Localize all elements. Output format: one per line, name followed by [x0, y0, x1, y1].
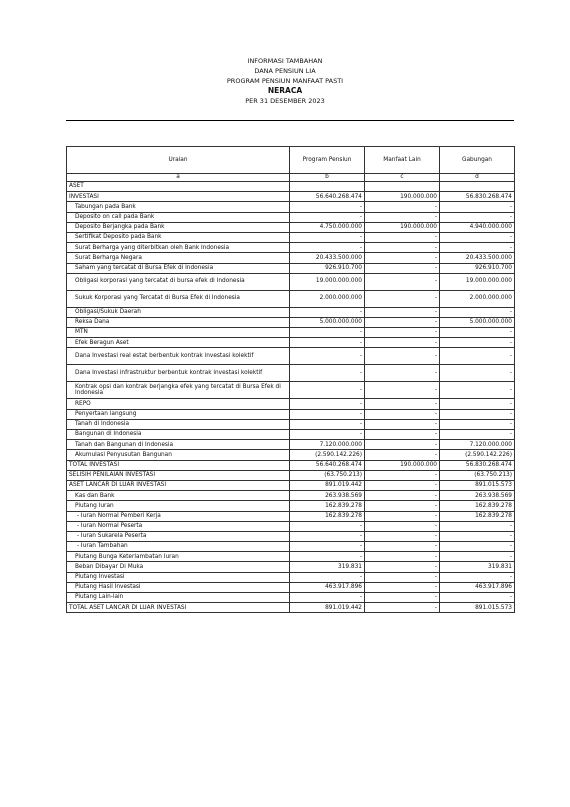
table-row [67, 480, 515, 490]
header-line-1: INFORMASI TAMBAHAN [247, 57, 323, 65]
table-row [67, 232, 515, 242]
row-label: Akumulasi Penyusutan Bangunan [67, 450, 290, 460]
value-cell-c: - [365, 470, 440, 480]
row-label: Dana Investasi real estat berbentuk kontrak investasi kolektif [67, 348, 290, 365]
value-cell-b: - [290, 338, 365, 348]
value-cell-b: - [290, 307, 365, 317]
value-cell-c: - [365, 365, 440, 382]
table-row [67, 501, 515, 511]
table-row [67, 202, 515, 212]
table-row [67, 182, 515, 192]
column-header: Uraian [67, 147, 290, 174]
value-cell-d: 19.000.000.000 [440, 273, 515, 290]
row-label: - Iuran Tambahan [67, 542, 290, 552]
row-label: Piutang Hasil Investasi [67, 582, 290, 592]
value-cell-d: - [440, 202, 515, 212]
row-label: Obligasi/Sukuk Daerah [67, 307, 290, 317]
value-cell-d: - [440, 243, 515, 253]
value-cell-b: - [290, 542, 365, 552]
value-cell-c: - [365, 317, 440, 327]
row-label: Beban Dibayar Di Muka [67, 562, 290, 572]
row-label: Sukuk Korporasi yang Tercatat di Bursa Efek di Indonesia [67, 290, 290, 307]
value-cell-c: - [365, 399, 440, 409]
value-cell-d: 263.938.569 [440, 491, 515, 501]
value-cell-c: - [365, 382, 440, 399]
table-row [67, 603, 515, 613]
column-header: Manfaat Lain [365, 147, 440, 174]
row-label: Deposito on call pada Bank [67, 212, 290, 222]
value-cell-b: - [290, 521, 365, 531]
column-header: Program Pensiun [290, 147, 365, 174]
value-cell-c: - [365, 501, 440, 511]
table-row [67, 365, 515, 382]
value-cell-b: - [290, 409, 365, 419]
value-cell-b: 56.640.268.474 [290, 192, 365, 202]
value-cell-b: (63.750.213) [290, 470, 365, 480]
row-label: - Iuran Sukarela Peserta [67, 531, 290, 541]
value-cell-b: - [290, 365, 365, 382]
table-row [67, 222, 515, 232]
table-row [67, 307, 515, 317]
value-cell-d: - [440, 307, 515, 317]
value-cell-c: - [365, 430, 440, 440]
value-cell-d: - [440, 430, 515, 440]
table-row [67, 470, 515, 480]
value-cell-b: - [290, 202, 365, 212]
value-cell-d: 2.000.000.000 [440, 290, 515, 307]
row-label: Piutang Bunga Keterlambatan Iuran [67, 552, 290, 562]
table-row [67, 542, 515, 552]
value-cell-c: - [365, 531, 440, 541]
table-row [67, 419, 515, 429]
value-cell-c: - [365, 593, 440, 603]
header-rule [66, 120, 514, 121]
value-cell-d: 926.910.700 [440, 263, 515, 273]
table-row [67, 552, 515, 562]
value-cell-b: - [290, 593, 365, 603]
table-row [67, 263, 515, 273]
column-letter: c [365, 174, 440, 182]
value-cell-d: - [440, 409, 515, 419]
table-row [67, 531, 515, 541]
value-cell-c: - [365, 243, 440, 253]
value-cell-c: - [365, 572, 440, 582]
table-row [67, 348, 515, 365]
row-label: SELISIH PENILAIAN INVESTASI [67, 470, 290, 480]
value-cell-d: 162.839.278 [440, 501, 515, 511]
row-label: - Iuran Normal Peserta [67, 521, 290, 531]
value-cell-b: 2.000.000.000 [290, 290, 365, 307]
value-cell-b: 162.839.278 [290, 511, 365, 521]
value-cell-c: - [365, 450, 440, 460]
value-cell-b: 7.120.000.000 [290, 440, 365, 450]
column-header-row [67, 147, 515, 174]
value-cell-b: 319.831 [290, 562, 365, 572]
value-cell-d: 891.015.573 [440, 603, 515, 613]
value-cell-b: - [290, 328, 365, 338]
table-row [67, 440, 515, 450]
row-label: Deposito Berjangka pada Bank [67, 222, 290, 232]
table-row [67, 273, 515, 290]
value-cell-b [290, 182, 365, 192]
row-label: - Iuran Normal Pemberi Kerja [67, 511, 290, 521]
row-label: ASET LANCAR DI LUAR INVESTASI [67, 480, 290, 490]
balance-sheet-table [66, 146, 515, 613]
row-label: Obligasi korporasi yang tercatat di bursa efek di Indonesia [67, 273, 290, 290]
row-label: TOTAL INVESTASI [67, 460, 290, 470]
value-cell-c: - [365, 491, 440, 501]
value-cell-d: - [440, 382, 515, 399]
value-cell-d: - [440, 399, 515, 409]
row-label: Kontrak opsi dan kontrak berjangka efek yang tercatat di Bursa Efek di Indonesia [67, 382, 290, 399]
value-cell-b: - [290, 399, 365, 409]
value-cell-b: - [290, 552, 365, 562]
row-label: MTN [67, 328, 290, 338]
value-cell-d: 463.917.896 [440, 582, 515, 592]
value-cell-c: - [365, 440, 440, 450]
value-cell-c: - [365, 552, 440, 562]
row-label: Efek Beragun Aset [67, 338, 290, 348]
value-cell-d: - [440, 212, 515, 222]
value-cell-c: - [365, 232, 440, 242]
value-cell-b: 4.750.000.000 [290, 222, 365, 232]
value-cell-d [440, 182, 515, 192]
row-label: Saham yang tercatat di Bursa Efek di Indonesia [67, 263, 290, 273]
value-cell-d: - [440, 552, 515, 562]
value-cell-b: - [290, 243, 365, 253]
table-row [67, 460, 515, 470]
table-row [67, 409, 515, 419]
table-row [67, 338, 515, 348]
value-cell-b: 463.917.896 [290, 582, 365, 592]
column-letter-row [67, 174, 515, 182]
value-cell-d: (63.750.213) [440, 470, 515, 480]
table-row [67, 328, 515, 338]
value-cell-c: - [365, 521, 440, 531]
value-cell-b: - [290, 348, 365, 365]
row-label: Tanah di Indonesia [67, 419, 290, 429]
value-cell-b: - [290, 430, 365, 440]
value-cell-c: - [365, 202, 440, 212]
header-line-3: PROGRAM PENSIUN MANFAAT PASTI [226, 77, 344, 85]
value-cell-d: - [440, 328, 515, 338]
value-cell-c: - [365, 480, 440, 490]
value-cell-b: 891.019.442 [290, 480, 365, 490]
column-header: Gabungan [440, 147, 515, 174]
value-cell-b: (2.590.142.226) [290, 450, 365, 460]
value-cell-b: - [290, 382, 365, 399]
value-cell-d: 162.839.278 [440, 511, 515, 521]
report-header [0, 56, 570, 106]
value-cell-d: 4.940.000.000 [440, 222, 515, 232]
value-cell-c: - [365, 419, 440, 429]
value-cell-c: - [365, 212, 440, 222]
column-letter: d [440, 174, 515, 182]
value-cell-b: 891.019.442 [290, 603, 365, 613]
row-label: Kas dan Bank [67, 491, 290, 501]
row-label: REPO [67, 399, 290, 409]
row-label: Piutang Investasi [67, 572, 290, 582]
table-row [67, 430, 515, 440]
value-cell-c: - [365, 511, 440, 521]
table-row [67, 192, 515, 202]
row-label: Penyertaan langsung [67, 409, 290, 419]
row-label: Dana Investasi infrastruktur berbentuk kontrak investasi kolektif [67, 365, 290, 382]
table-row [67, 212, 515, 222]
value-cell-d: - [440, 365, 515, 382]
value-cell-b: - [290, 531, 365, 541]
value-cell-c [365, 182, 440, 192]
value-cell-c: - [365, 290, 440, 307]
value-cell-b: 263.938.569 [290, 491, 365, 501]
row-label: Tabungan pada Bank [67, 202, 290, 212]
value-cell-b: - [290, 212, 365, 222]
value-cell-d: - [440, 232, 515, 242]
value-cell-c: - [365, 409, 440, 419]
value-cell-d: 56.830.268.474 [440, 460, 515, 470]
column-letter: b [290, 174, 365, 182]
column-letter: a [67, 174, 290, 182]
row-label: Tanah dan Bangunan di Indonesia [67, 440, 290, 450]
row-label: Bangunan di Indonesia [67, 430, 290, 440]
row-label: Piutang Lain-lain [67, 593, 290, 603]
value-cell-d: - [440, 419, 515, 429]
value-cell-b: - [290, 572, 365, 582]
value-cell-d: - [440, 338, 515, 348]
value-cell-b: - [290, 232, 365, 242]
value-cell-d: 319.831 [440, 562, 515, 572]
table-row [67, 521, 515, 531]
table-row [67, 399, 515, 409]
value-cell-c: - [365, 263, 440, 273]
table-row [67, 582, 515, 592]
table-row [67, 243, 515, 253]
value-cell-c: - [365, 328, 440, 338]
row-label: INVESTASI [67, 192, 290, 202]
table-row [67, 253, 515, 263]
value-cell-c: - [365, 603, 440, 613]
value-cell-d: 7.120.000.000 [440, 440, 515, 450]
row-label: Surat Berharga Negara [67, 253, 290, 263]
value-cell-b: 162.839.278 [290, 501, 365, 511]
value-cell-d: - [440, 572, 515, 582]
value-cell-c: - [365, 253, 440, 263]
value-cell-d: 5.000.000.000 [440, 317, 515, 327]
value-cell-c: 190.000.000 [365, 460, 440, 470]
table-row [67, 491, 515, 501]
table-row [67, 450, 515, 460]
table-row [67, 317, 515, 327]
table-row [67, 290, 515, 307]
table-row [67, 382, 515, 399]
value-cell-d: (2.590.142.226) [440, 450, 515, 460]
row-label: Surat Berharga yang diterbitkan oleh Bank Indonesia [67, 243, 290, 253]
value-cell-c: - [365, 338, 440, 348]
value-cell-b: 19.000.000.000 [290, 273, 365, 290]
value-cell-c: - [365, 273, 440, 290]
table-row [67, 593, 515, 603]
row-label: ASET [67, 182, 290, 192]
value-cell-c: - [365, 542, 440, 552]
value-cell-d: 891.015.573 [440, 480, 515, 490]
table-row [67, 562, 515, 572]
value-cell-d: - [440, 593, 515, 603]
header-line-2: DANA PENSIUN LIA [254, 67, 316, 75]
value-cell-c: - [365, 348, 440, 365]
header-title: NERACA [267, 86, 303, 95]
value-cell-d: - [440, 542, 515, 552]
value-cell-b: 5.000.000.000 [290, 317, 365, 327]
value-cell-d: 56.830.268.474 [440, 192, 515, 202]
value-cell-d: 20.433.500.000 [440, 253, 515, 263]
value-cell-c: - [365, 307, 440, 317]
row-label: TOTAL ASET LANCAR DI LUAR INVESTASI [67, 603, 290, 613]
value-cell-c: 190.000.000 [365, 192, 440, 202]
value-cell-c: 190.000.000 [365, 222, 440, 232]
row-label: Sertifikat Deposito pada Bank [67, 232, 290, 242]
table-row [67, 511, 515, 521]
value-cell-b: 926.910.700 [290, 263, 365, 273]
value-cell-d: - [440, 531, 515, 541]
row-label: Piutang Iuran [67, 501, 290, 511]
header-date: PER 31 DESEMBER 2023 [245, 97, 325, 105]
value-cell-b: 56.640.268.474 [290, 460, 365, 470]
value-cell-d: - [440, 348, 515, 365]
value-cell-b: 20.433.500.000 [290, 253, 365, 263]
row-label: Reksa Dana [67, 317, 290, 327]
value-cell-c: - [365, 582, 440, 592]
value-cell-b: - [290, 419, 365, 429]
table-row [67, 572, 515, 582]
value-cell-d: - [440, 521, 515, 531]
value-cell-c: - [365, 562, 440, 572]
